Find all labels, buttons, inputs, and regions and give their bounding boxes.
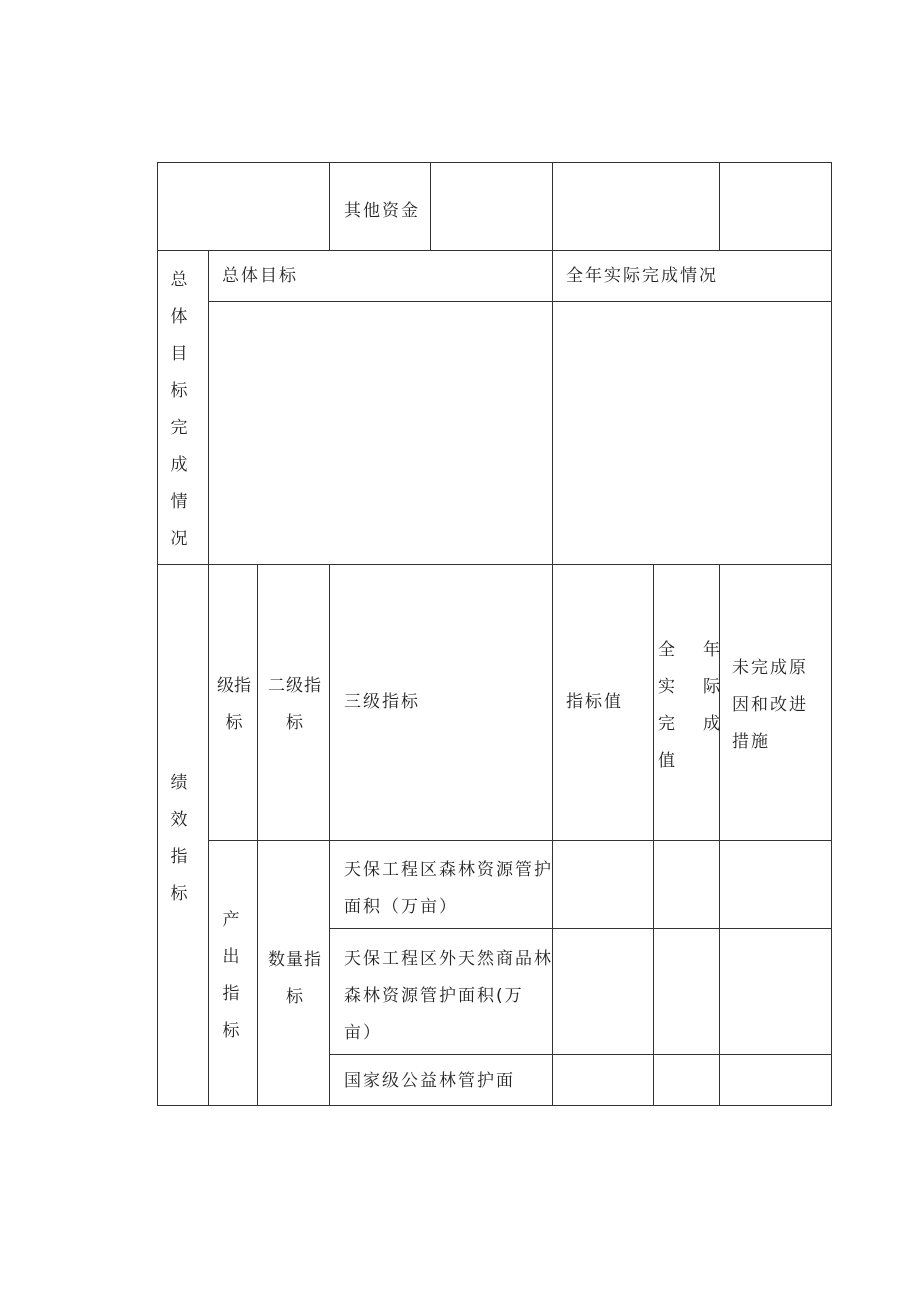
- actual-done-header: 全 年 实 际 完 成 值: [658, 640, 720, 771]
- reason-header: 未完成原因和改进措施: [732, 658, 808, 752]
- row-divider: [329, 1054, 832, 1055]
- row-divider: [157, 250, 832, 251]
- level2-header: 二级指标: [268, 676, 322, 733]
- table-border-top: [157, 162, 832, 163]
- col-divider: [257, 564, 258, 1105]
- col-divider: [653, 564, 654, 1105]
- col-divider: [552, 250, 553, 564]
- col-divider: [430, 162, 431, 250]
- other-funds-label: 其他资金: [344, 201, 420, 221]
- overall-target-header: 总体目标: [222, 266, 298, 286]
- level3-header: 三级指标: [344, 692, 420, 712]
- row-divider: [208, 301, 832, 302]
- table-row: 天保工程区外天然商品林森林资源管护面积(万亩）: [344, 949, 553, 1043]
- table-row: 天保工程区森林资源管护面积（万亩）: [344, 860, 553, 917]
- row-divider: [329, 928, 832, 929]
- quantity-indicator-label: 数量指标: [268, 950, 322, 1007]
- performance-side-label: 绩 效 指 标: [170, 773, 188, 904]
- table-border-right: [831, 162, 832, 1106]
- col-divider: [552, 162, 553, 250]
- row-divider: [157, 564, 832, 565]
- overall-actual-header: 全年实际完成情况: [566, 266, 718, 286]
- output-indicator-label: 产 出 指 标: [222, 910, 240, 1041]
- table-border-bottom: [157, 1105, 832, 1106]
- level1-header: 级指标: [217, 676, 251, 733]
- overall-side-label: 总 体 目 标 完 成 情 况: [170, 270, 188, 549]
- table-border-left: [157, 162, 158, 1106]
- col-divider: [329, 564, 330, 1105]
- col-divider: [208, 250, 209, 1105]
- col-divider: [329, 162, 330, 250]
- value-header: 指标值: [566, 692, 623, 712]
- row-divider: [208, 840, 832, 841]
- table-row: 国家级公益林管护面: [344, 1071, 515, 1091]
- col-divider: [719, 162, 720, 250]
